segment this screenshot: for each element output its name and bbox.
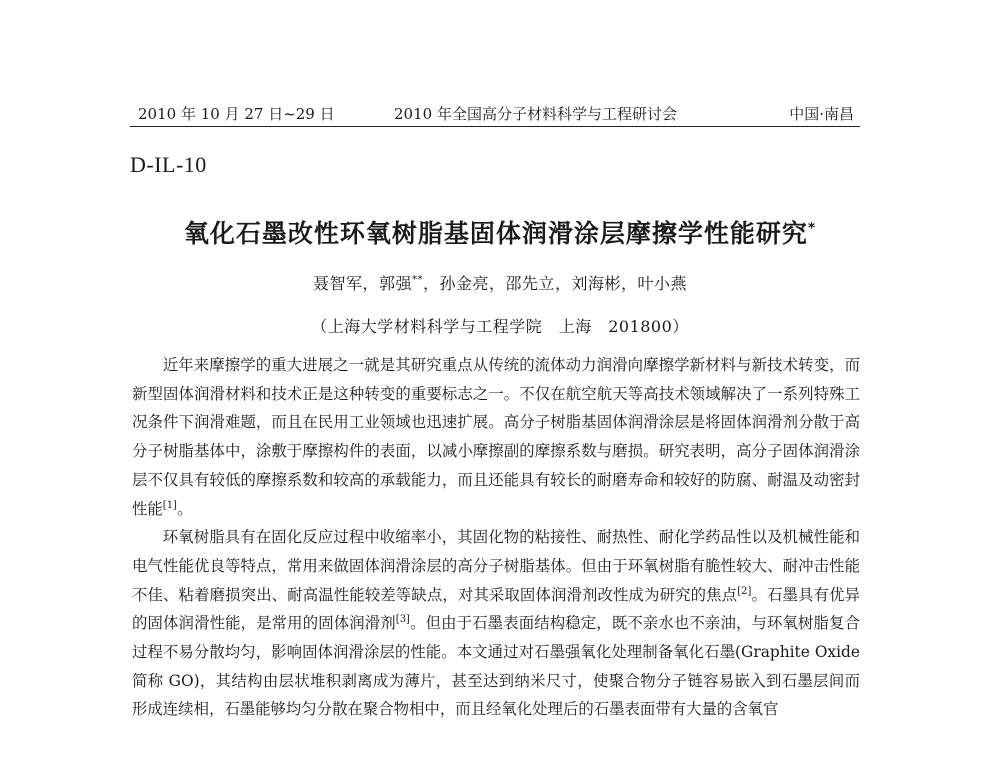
citation-ref: [1]	[162, 499, 177, 511]
authors-part2: ，孙金亮，邵先立，刘海彬，叶小燕	[423, 274, 688, 293]
paragraph-text: 。但由于石墨表面结构稳定，既不亲水也不亲油，与环氧树脂复合过程不易分散均匀，影响固体润滑涂层的性能。本文通过对石墨强氧化处理制备氧化石墨(Graphite Oxide 简称 GO)，其结构由层状堆积剥离成为薄片，甚至达到纳米尺寸，使聚合物分子链容易嵌入到石墨层间而形成连续相，石墨能够均匀分散在聚合物相中，而且经氧化处理后的石墨表面带有大量的含氧官	[132, 614, 860, 719]
title-footnote-mark: *	[807, 220, 817, 237]
paragraph-text: 近年来摩擦学的重大进展之一就是其研究重点从传统的流体动力润滑向摩擦学新材料与新技术转变，而新型固体润滑材料和技术正是这种转变的重要标志之一。不仅在航空航天等高技术领域解决了一系列特殊工况条件下润滑难题，而且在民用工业领域也迅速扩展。高分子树脂基固体润滑涂层是将固体润滑剂分散于高分子树脂基体中，涂敷于摩擦构件的表面，以减小摩擦副的摩擦系数与磨损。研究表明，高分子固体润滑涂层不仅具有较低的摩擦系数和较高的承载能力，而且还能具有较长的耐磨寿命和较好的防腐、耐温及动密封性能	[132, 356, 860, 518]
author-list	[0, 271, 1000, 294]
title-text: 氧化石墨改性环氧树脂基固体润滑涂层摩擦学性能研究	[183, 219, 808, 248]
corresponding-author-mark: **	[412, 274, 423, 286]
header-location: 中国·南昌	[789, 105, 854, 123]
running-header	[130, 100, 860, 127]
affiliation: （上海大学材料科学与工程学院 上海 201800）	[311, 317, 689, 336]
authors-part1: 聂智军，郭强	[312, 274, 412, 293]
paragraph-text: 环氧树脂具有在固化反应过程中收缩率小，其固化物的粘接性、耐热性、耐化学药品性以及机械性能和电气性能优良等特点，常用来做固体润滑涂层的高分子树脂基体。但由于环氧树脂有脆性较大、耐冲击性能不佳、粘着磨损突出、耐高温性能较差等缺点，对其采取固体润滑剂改性成为研究的焦点	[132, 528, 860, 604]
paper-code: D-IL-10	[130, 152, 207, 177]
paragraph-end: 。	[176, 499, 193, 518]
citation-ref: [3]	[395, 614, 410, 626]
header-conference: 2010 年全国高分子材料科学与工程研讨会	[394, 105, 677, 123]
body-text	[132, 351, 860, 724]
header-date: 2010 年 10 月 27 日~29 日	[138, 105, 335, 123]
paragraph	[132, 523, 860, 724]
paper-title	[0, 214, 1000, 250]
paragraph	[132, 351, 860, 523]
citation-ref: [2]	[737, 585, 752, 597]
paragraph-text: 。石墨具有优异的固体润滑性能，是常用的固体润滑剂	[132, 585, 860, 633]
